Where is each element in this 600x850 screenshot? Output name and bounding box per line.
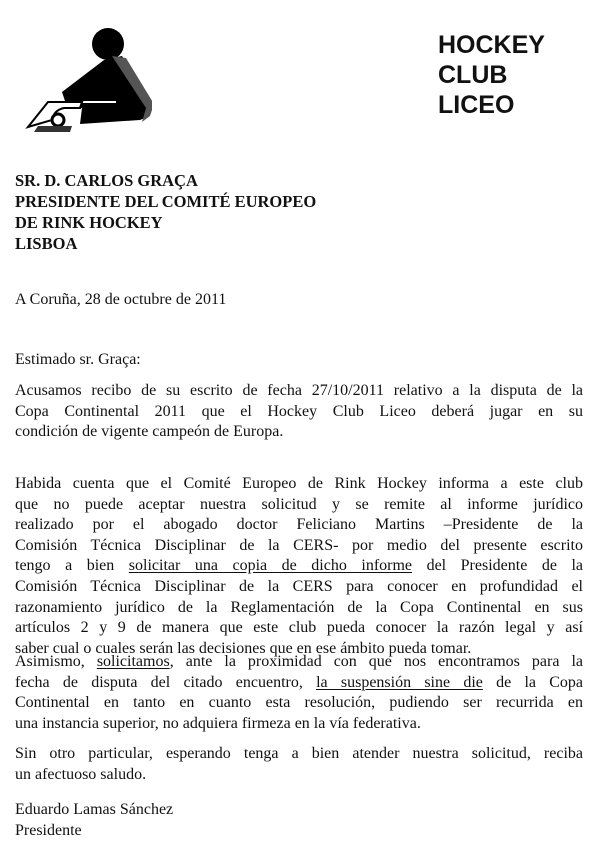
addressee-block [15,170,316,254]
addressee-line: DE RINK HOCKEY [15,213,163,232]
text-line [15,673,583,694]
paragraph-1 [15,381,583,443]
text-line [15,744,583,765]
club-name-line: HOCKEY [438,31,545,59]
club-name-line: LICEO [438,91,515,119]
text-segment: Sin otro particular, esperando tenga a bien atender nuestra solicitud, reciba [15,745,583,762]
text-segment: Asimismo, [15,653,97,670]
text-line [15,652,583,673]
underlined-text: solicitamos [96,653,170,670]
text-segment: Comisión Técnica Disciplinar de la CERS para conocer en profundidad el [15,577,583,595]
text-line [15,618,583,639]
text-line [15,474,583,495]
text-segment: tengo a bien [15,557,129,575]
signature-name: Eduardo Lamas Sánchez [15,801,174,818]
text-line [15,598,583,619]
underlined-text: solicitar una copia de dicho informe [128,557,413,575]
addressee-line: SR. D. CARLOS GRAÇA [15,171,198,190]
underlined-text: la suspensión sine die [316,673,483,691]
paragraph-2 [15,474,583,659]
text-segment: que no puede aceptar nuestra solicitud y se remite al informe jurídico [15,495,583,513]
text-segment: de la Copa [482,673,583,691]
paragraph-4 [15,744,583,785]
text-line [15,515,583,536]
text-segment: , ante la proximidad con que nos encontramos para la [169,653,584,670]
text-segment: condición de vigente campeón de Europa. [15,423,284,441]
text-segment: fecha de disputa del citado encuentro, [15,673,317,691]
text-segment: realizado por el abogado doctor Feliciano Martins –Presidente de la [15,516,583,534]
text-segment: un afectuoso saludo. [15,765,147,783]
text-line [15,495,583,516]
text-line [15,422,583,443]
signature-title: Presidente [15,822,82,839]
text-line [15,402,583,423]
text-segment: Continental en tanto en cuanto esta resolución, pudiendo ser recurrida en [15,694,583,712]
club-name-line: CLUB [438,61,508,89]
paragraph-3 [15,652,583,734]
text-line [15,381,583,402]
text-line [15,693,583,714]
text-segment: saber cual o cuales serán las decisiones que en ese ámbito pueda tomar. [15,639,472,657]
text-segment: Habida cuenta que el Comité Europeo de Rink Hockey informa a este club [15,475,583,492]
text-line [15,714,583,735]
text-line [15,765,583,786]
salutation: Estimado sr. Graça: [15,351,141,368]
text-line [15,536,583,557]
text-line [15,556,583,577]
text-segment: del Presidente de la [412,557,584,575]
text-segment: Comisión Técnica Disciplinar de la CERS- por medio del presente escrito [15,536,583,554]
text-segment: Copa Continental 2011 que el Hockey Club Liceo deberá jugar en su [15,402,583,420]
text-segment: razonamiento jurídico de la Reglamentación de la Copa Continental en sus [15,598,583,616]
addressee-line: LISBOA [15,234,78,253]
club-logo [12,12,152,132]
addressee-line: PRESIDENTE DEL COMITÉ EUROPEO [15,192,317,211]
text-segment: una instancia superior, no adquiera firmeza en la vía federativa. [15,714,421,732]
text-segment: artículos 2 y 9 de manera que este club pueda conocer la razón legal y así [15,619,583,637]
text-segment: Acusamos recibo de su escrito de fecha 27/10/2011 relativo a la disputa de la [15,382,583,399]
text-line [15,577,583,598]
date-line: A Coruña, 28 de octubre de 2011 [15,291,227,308]
club-name [438,30,545,120]
